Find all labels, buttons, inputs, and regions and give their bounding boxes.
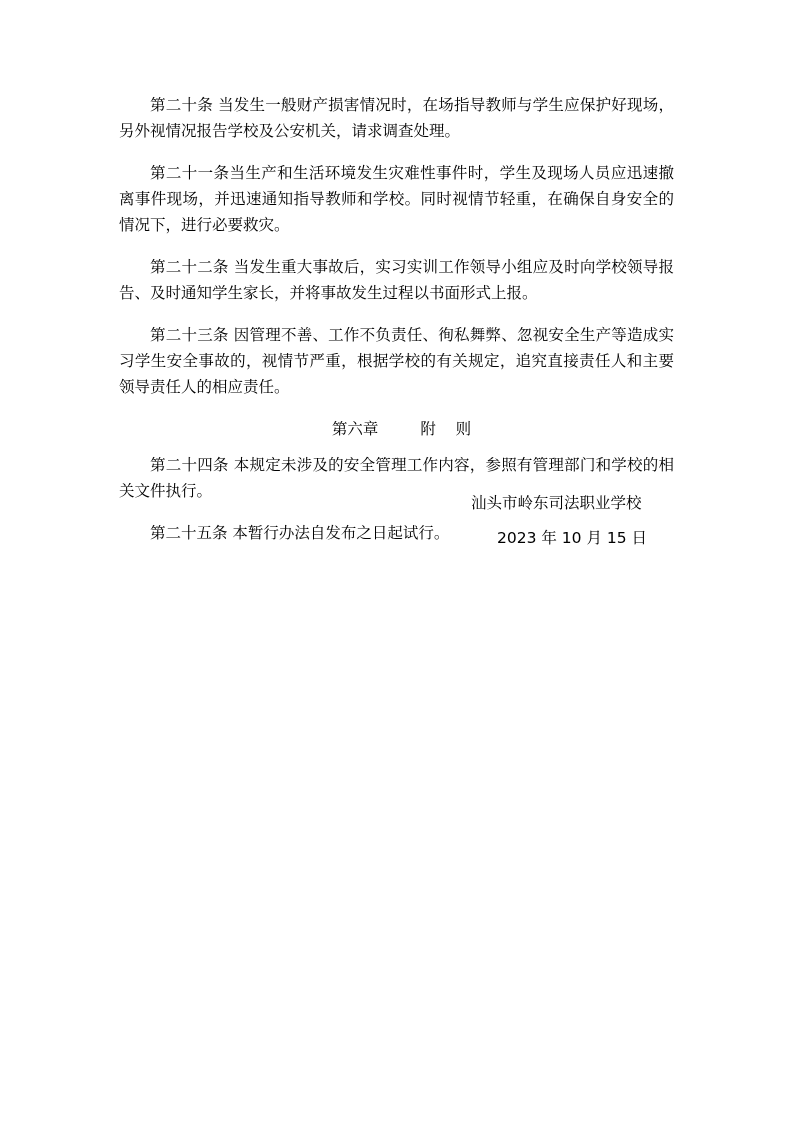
article-20: 第二十条 当发生一般财产损害情况时，在场指导教师与学生应保护好现场，另外视情况报告学校及公安机关，请求调查处理。 [119, 96, 674, 140]
article-24: 第二十四条 本规定未涉及的安全管理工作内容，参照有管理部门和学校的相关文件执行。 [119, 456, 674, 500]
chapter-title: 附 则 [420, 420, 472, 438]
article-21: 第二十一条当生产和生活环境发生灾难性事件时，学生及现场人员应迅速撤离事件现场，并迅速通知指导教师和学校。同时视情节轻重，在确保自身安全的情况下，进行必要救灾。 [119, 164, 674, 234]
signature-date: 2023 年 10 月 15 日 [497, 529, 648, 547]
chapter-heading [119, 416, 674, 442]
article-25: 第二十五条 本暂行办法自发布之日起试行。 [150, 524, 450, 542]
article-22: 第二十二条 当发生重大事故后，实习实训工作领导小组应及时向学校领导报告、及时通知学生家长，并将事故发生过程以书面形式上报。 [119, 258, 674, 302]
chapter-number: 第六章 [331, 420, 379, 438]
signature-organization: 汕头市岭东司法职业学校 [471, 494, 642, 512]
article-23: 第二十三条 因管理不善、工作不负责任、徇私舞弊、忽视安全生产等造成实习学生安全事故的，视情节严重，根据学校的有关规定，追究直接责任人和主要领导责任人的相应责任。 [119, 326, 674, 396]
